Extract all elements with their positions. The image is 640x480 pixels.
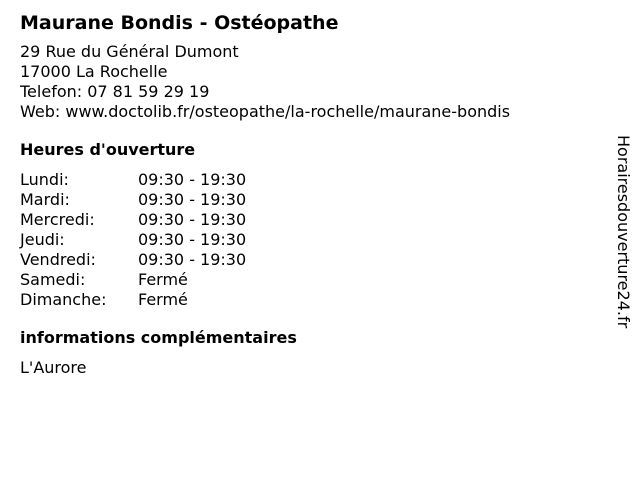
- hours-day: Lundi:: [20, 170, 69, 189]
- address-line-city: 17000 La Rochelle: [20, 62, 168, 81]
- opening-hours-heading: Heures d'ouverture: [20, 140, 196, 159]
- additional-info-text: L'Aurore: [20, 358, 87, 377]
- hours-row-monday: [20, 170, 600, 190]
- business-title: Maurane Bondis - Ostéopathe: [20, 12, 339, 34]
- hours-time: Fermé: [138, 270, 188, 289]
- additional-info-heading: informations complémentaires: [20, 328, 297, 347]
- opening-hours-table: [20, 170, 600, 310]
- hours-day: Samedi:: [20, 270, 86, 289]
- address-line-street: 29 Rue du Général Dumont: [20, 42, 239, 61]
- hours-row-sunday: [20, 290, 600, 310]
- hours-day: Dimanche:: [20, 290, 107, 309]
- brand-watermark: Horairesdouverture24.fr: [614, 135, 633, 329]
- hours-day: Vendredi:: [20, 250, 96, 269]
- hours-day: Jeudi:: [20, 230, 65, 249]
- business-card: [20, 10, 600, 378]
- hours-time: 09:30 - 19:30: [138, 250, 247, 269]
- hours-row-friday: [20, 250, 600, 270]
- hours-day: Mardi:: [20, 190, 70, 209]
- hours-row-saturday: [20, 270, 600, 290]
- hours-time: 09:30 - 19:30: [138, 170, 247, 189]
- phone-line: Telefon: 07 81 59 29 19: [20, 82, 210, 101]
- hours-time: 09:30 - 19:30: [138, 230, 247, 249]
- hours-row-thursday: [20, 230, 600, 250]
- hours-row-wednesday: [20, 210, 600, 230]
- hours-time: 09:30 - 19:30: [138, 190, 247, 209]
- hours-time: 09:30 - 19:30: [138, 210, 247, 229]
- hours-row-tuesday: [20, 190, 600, 210]
- hours-time: Fermé: [138, 290, 188, 309]
- website-line: Web: www.doctolib.fr/osteopathe/la-rochelle/maurane-bondis: [20, 102, 511, 121]
- hours-day: Mercredi:: [20, 210, 95, 229]
